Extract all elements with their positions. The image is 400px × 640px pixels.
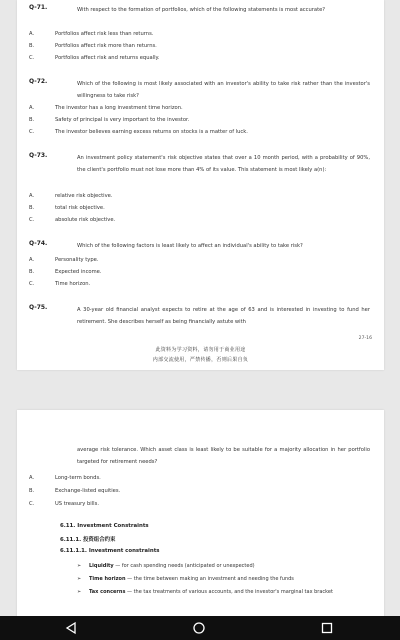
home-circle-icon: [192, 621, 206, 635]
question-text: Which of the following factors is least likely to affect an individual's ability to take risk?: [77, 243, 303, 249]
question-75-continuation: average risk tolerance. Which asset class is least likely to be suitable for a majority allocation in her portfolio targeted for retirement needs?: [77, 447, 370, 465]
option-72-b: B. Safety of principal is very important to the investor.: [29, 117, 190, 123]
question-text: With respect to the formation of portfolios, which of the following statements is most accurate?: [77, 7, 326, 13]
arrow-bullet-icon: ➢: [77, 563, 82, 569]
option-74-b: B. Expected income.: [29, 269, 102, 275]
option-73-a: A. relative risk objective.: [29, 193, 113, 199]
recents-square-icon: [320, 621, 334, 635]
section-heading-6-11: 6.11. Investment Constraints: [60, 523, 149, 529]
watermark-notice-line-2: 内部交流使用，严禁传播，否则后果自负: [152, 357, 249, 363]
option-73-c: C. absolute risk objective.: [29, 217, 116, 223]
option-75-c: C. US treasury bills.: [29, 501, 99, 507]
watermark-notice-line-1: 此资料为学习资料，请勿用于商业用途: [155, 347, 246, 353]
back-button[interactable]: [56, 616, 86, 640]
recents-button[interactable]: [312, 616, 342, 640]
option-74-c: C. Time horizon.: [29, 281, 91, 287]
document-page-1: [17, 0, 384, 370]
system-navigation-bar: [0, 616, 400, 640]
option-75-b: B. Exchange-listed equities.: [29, 488, 121, 494]
question-number: Q-74.: [29, 240, 48, 247]
question-number: Q-73.: [29, 152, 48, 159]
option-74-a: A. Personality type.: [29, 257, 99, 263]
option-71-a: A. Portfolios affect risk less than returns.: [29, 31, 154, 37]
question-text: An investment policy statement's risk objective states that over a 10 month period, with a probability of 90%, the client's portfolio must not lose more than 4% of its value. This statement is most likely a(n):: [77, 155, 370, 173]
option-71-c: C. Portfolios affect risk and returns equally.: [29, 55, 160, 61]
section-heading-6-11-1-1: 6.11.1.1. Investment constraints: [60, 548, 160, 554]
option-72-c: C. The investor believes earning excess returns on stocks is a matter of luck.: [29, 129, 248, 135]
question-number: Q-72.: [29, 78, 48, 85]
page-number: 27-16: [358, 336, 372, 341]
arrow-bullet-icon: ➢: [77, 589, 82, 595]
question-text: A 30-year old financial analyst expects to retire at the age of 63 and is interested in investing to fund her retirement. She describes herself as being financially astute with: [77, 307, 370, 325]
option-75-a: A. Long-term bonds.: [29, 475, 101, 481]
document-page-2: average risk tolerance. Which asset class is least likely to be suitable for a majority allocation in her portfolio targeted for retirement needs? A. Long-term bonds. B. Exchange-listed equities. C. US treasury bills. 6.11. Investment Constraints 6.11.1. 投资组合约束 6.11.1.1. Investment constraints ➢ Liquidity — for cash spending needs (anticipated or unexpected) ➢ Time horizon — the time between making an investment and needing the funds ➢ Tax concerns — the tax treatments of various accounts, and the investor's marginal tax bracket: [17, 410, 384, 620]
option-72-a: A. The investor has a long investment time horizon.: [29, 105, 183, 111]
question-number: Q-75.: [29, 304, 48, 311]
question-text: Which of the following is most likely associated with an investor's ability to take risk rather than the investor's willingness to take risk?: [77, 81, 370, 99]
arrow-bullet-icon: ➢: [77, 576, 82, 582]
option-73-b: B. total risk objective.: [29, 205, 105, 211]
question-number: Q-71.: [29, 4, 48, 11]
option-71-b: B. Portfolios affect risk more than returns.: [29, 43, 157, 49]
home-button[interactable]: [184, 616, 214, 640]
section-heading-6-11-1: 6.11.1. 投资组合约束: [60, 537, 116, 543]
back-triangle-icon: [64, 621, 78, 635]
